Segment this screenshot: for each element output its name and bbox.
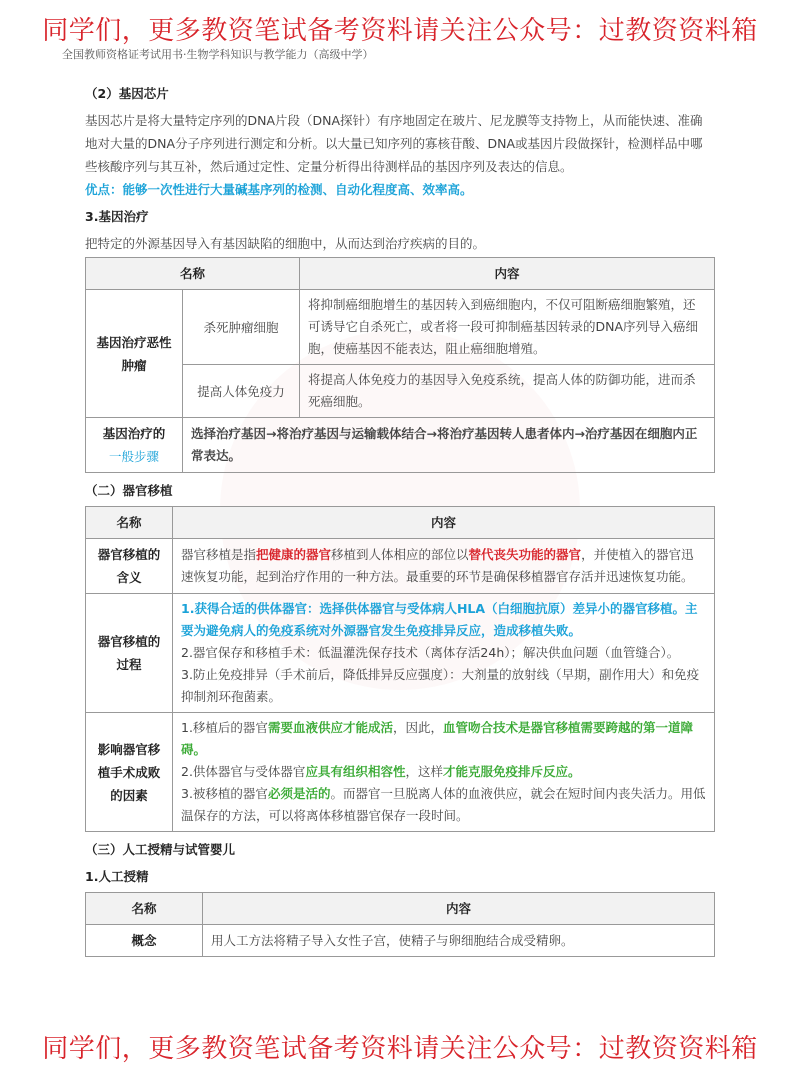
table-header-row [86,507,715,539]
transplant-table [85,506,715,832]
factors-text [173,713,715,832]
immune-label: 提高人体免疫力 [183,365,300,418]
gene-chip-heading: （2）基因芯片 [85,86,169,101]
process-text [173,594,715,713]
transplant-heading: （二）器官移植 [85,483,173,498]
factor-1-d: 血管吻合技术是器官移植需要跨越的第一道障碍。 [181,720,693,757]
table-row [86,418,715,473]
meaning-d: 替代丧失功能的器官 [468,547,582,562]
header-name: 名称 [86,507,173,539]
page-content [85,80,715,963]
meaning-a: 器官移植是指 [181,547,257,562]
tumor-therapy-name: 基因治疗恶性肿瘤 [86,290,183,418]
factor-2-d: 才能克服免疫排斥反应。 [442,764,581,779]
concept-text: 用人工方法将精子导入女性子宫，使精子与卵细胞结合成受精卵。 [203,925,715,957]
gene-therapy-table [85,257,715,473]
factors-name: 影响器官移植手术成败的因素 [86,713,173,832]
table-row [86,713,715,832]
meaning-text [173,539,715,594]
steps-name [86,418,183,473]
steps-text: 选择治疗基因→将治疗基因与运输载体结合→将治疗基因转人患者体内→治疗基因在细胞内正常表达。 [183,418,715,473]
artificial-table [85,892,715,957]
gene-chip-advantage: 优点：能够一次性进行大量碱基序列的检测、自动化程度高、效率高。 [85,182,473,197]
table-row [86,290,715,365]
immune-text: 将提高人体免疫力的基因导入免疫系统，提高人体的防御功能，进而杀死癌细胞。 [300,365,715,418]
concept-name: 概念 [86,925,203,957]
steps-name-a: 基因治疗的 [102,426,166,441]
factor-3 [181,783,706,827]
factor-1-c: ，因此， [392,720,443,735]
header-name: 名称 [86,258,300,290]
table-row [86,925,715,957]
artificial-subheading: 1.人工授精 [85,869,149,884]
meaning-name: 器官移植的含义 [86,539,173,594]
gene-chip-paragraph: 基因芯片是将大量特定序列的DNA片段（DNA探针）有序地固定在玻片、尼龙膜等支持物上，从而能快速、准确地对大量的DNA分子序列进行测定和分析。以大量已知序列的寡核苷酸、DNA或基因片段做探针，检测样品中哪些核酸序列与其互补，然后通过定性、定量分析得出待测样品的基因序列及表达的信息。 [85,113,703,174]
factor-2-a: 2.供体器官与受体器官 [181,764,306,779]
artificial-heading: （三）人工授精与试管婴儿 [85,842,236,857]
meaning-e: ，并使植入的器官迅速恢复功能，起到治疗作用的一种方法。最重要的环节是确保移植器官存活并迅速恢复功能。 [181,547,694,584]
header-name: 名称 [86,893,203,925]
kill-tumor-label: 杀死肿瘤细胞 [183,290,300,365]
factor-2-b: 应具有组织相容性 [305,764,406,779]
bottom-banner: 同学们，更多教资笔试备考资料请关注公众号：过教资资料箱 [42,1034,758,1064]
header-content: 内容 [173,507,715,539]
steps-name-b: 一般步骤 [108,449,159,464]
process-name: 器官移植的过程 [86,594,173,713]
table-row [86,539,715,594]
factor-3-c: 。而器官一旦脱离人体的血液供应，就会在短时间内丧失活力。用低温保存的方法，可以将离体移植器官保存一段时间。 [181,786,706,823]
process-step-2: 2.器官保存和移植手术：低温灌洗保存技术（离体存活24h）；解决供血问题（血管缝合）。 [181,645,680,660]
book-subheader: 全国教师资格证考试用书·生物学科知识与教学能力（高级中学） [62,48,374,61]
meaning-c: 移植到人体相应的部位以 [331,547,469,562]
table-header-row [86,258,715,290]
kill-tumor-text: 将抑制癌细胞增生的基因转入到癌细胞内，不仅可阻断癌细胞繁殖，还可诱导它自杀死亡，或者将一段可抑制癌基因转录的DNA序列导入癌细胞，使癌基因不能表达，阻止癌细胞增殖。 [300,290,715,365]
top-banner: 同学们，更多教资笔试备考资料请关注公众号：过教资资料箱 [42,16,758,46]
header-content: 内容 [300,258,715,290]
process-step-3: 3.防止免疫排异（手术前后，降低排异反应强度）：大剂量的放射线（早期，副作用大）和免疫抑制剂环孢菌素。 [181,667,700,704]
table-row [86,594,715,713]
factor-3-a: 3.被移植的器官 [181,786,268,801]
header-content: 内容 [203,893,715,925]
gene-therapy-intro: 把特定的外源基因导入有基因缺陷的细胞中，从而达到治疗疾病的目的。 [85,236,486,251]
factor-1-b: 需要血液供应才能成活 [267,720,393,735]
factor-2-c: ，这样 [405,764,443,779]
factor-3-b: 必须是活的 [267,786,331,801]
factor-2 [181,761,706,783]
factor-1 [181,717,706,761]
table-header-row [86,893,715,925]
process-step-1: 1.获得合适的供体器官：选择供体器官与受体病人HLA（白细胞抗原）差异小的器官移植。主要为避免病人的免疫系统对外源器官发生免疫排异反应，造成移植失败。 [181,601,698,638]
gene-therapy-heading: 3.基因治疗 [85,209,149,224]
meaning-b: 把健康的器官 [256,547,332,562]
factor-1-a: 1.移植后的器官 [181,720,268,735]
